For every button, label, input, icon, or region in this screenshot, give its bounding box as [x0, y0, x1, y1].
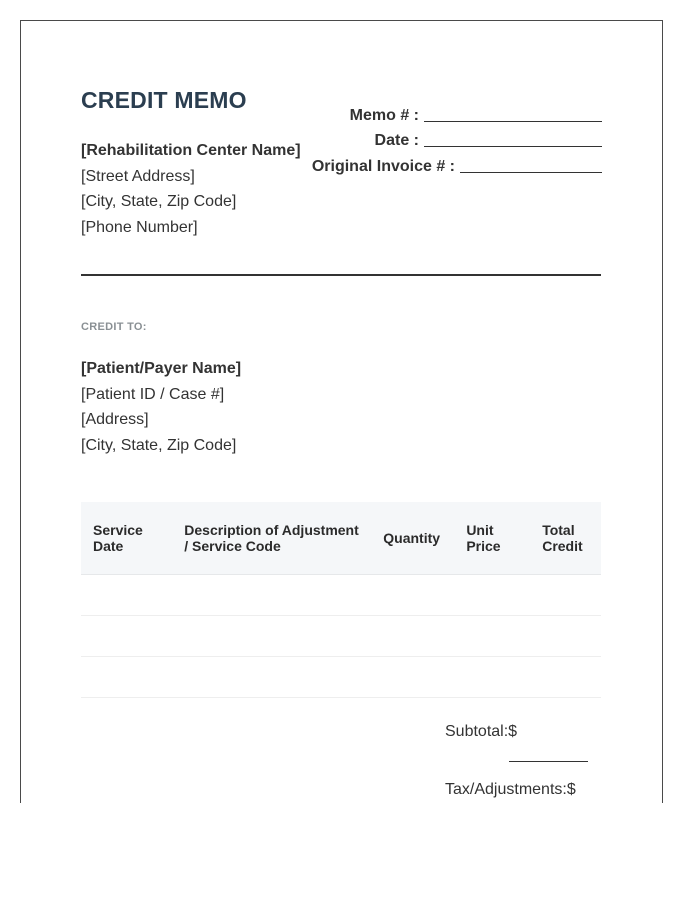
- credit-items-table: [81, 502, 601, 698]
- table-row: [81, 616, 601, 657]
- payer-city: [City, State, Zip Code]: [81, 436, 237, 454]
- memo-meta-block: [302, 99, 602, 176]
- payer-name: [Patient/Payer Name]: [81, 360, 242, 377]
- header-total-credit: Total Credit: [530, 502, 601, 575]
- table-header-row: [81, 502, 601, 575]
- cell-description[interactable]: [172, 575, 371, 616]
- memo-date-label: Date :: [374, 132, 419, 149]
- cell-quantity[interactable]: [371, 575, 454, 616]
- credit-to-heading: CREDIT TO:: [81, 321, 147, 333]
- document-page: [20, 20, 663, 803]
- header-divider: [81, 274, 601, 276]
- header-service-date: Service Date: [81, 502, 172, 575]
- cell-service-date[interactable]: [81, 575, 172, 616]
- cell-quantity[interactable]: [371, 616, 454, 657]
- cell-unit-price[interactable]: [454, 575, 530, 616]
- patient-id: [Patient ID / Case #]: [81, 385, 225, 403]
- document-title: CREDIT MEMO: [81, 87, 247, 113]
- tax-adjustments-label: Tax/Adjustments:$: [445, 781, 576, 798]
- memo-date-field[interactable]: [424, 130, 602, 147]
- credit-to-block: [81, 356, 241, 458]
- cell-total-credit[interactable]: [530, 616, 601, 657]
- cell-total-credit[interactable]: [530, 575, 601, 616]
- header-quantity: Quantity: [371, 502, 454, 575]
- cell-service-date[interactable]: [81, 616, 172, 657]
- totals-block: [445, 723, 588, 803]
- original-invoice-field[interactable]: [460, 156, 602, 173]
- original-invoice-label: Original Invoice # :: [311, 157, 455, 175]
- memo-number-label: Memo # :: [349, 106, 419, 124]
- payer-address: [Address]: [81, 411, 149, 428]
- cell-quantity[interactable]: [371, 657, 454, 698]
- organization-phone: [Phone Number]: [81, 218, 198, 236]
- table-row: [81, 657, 601, 698]
- subtotal-label: Subtotal:$: [445, 723, 518, 740]
- organization-street: [Street Address]: [81, 167, 195, 185]
- memo-number-row: [302, 99, 602, 125]
- memo-date-row: [302, 125, 602, 151]
- memo-number-field[interactable]: [424, 105, 602, 122]
- cell-description[interactable]: [172, 616, 371, 657]
- cell-unit-price[interactable]: [454, 657, 530, 698]
- cell-unit-price[interactable]: [454, 616, 530, 657]
- original-invoice-row: [302, 150, 602, 176]
- cell-total-credit[interactable]: [530, 657, 601, 698]
- cell-description[interactable]: [172, 657, 371, 698]
- organization-name: [Rehabilitation Center Name]: [81, 142, 301, 159]
- header-description: Description of Adjustment / Service Code: [172, 502, 371, 575]
- subtotal-field[interactable]: [509, 761, 588, 762]
- table-row: [81, 575, 601, 616]
- organization-block: [81, 138, 301, 240]
- cell-service-date[interactable]: [81, 657, 172, 698]
- organization-city: [City, State, Zip Code]: [81, 193, 237, 210]
- header-unit-price: Unit Price: [454, 502, 530, 575]
